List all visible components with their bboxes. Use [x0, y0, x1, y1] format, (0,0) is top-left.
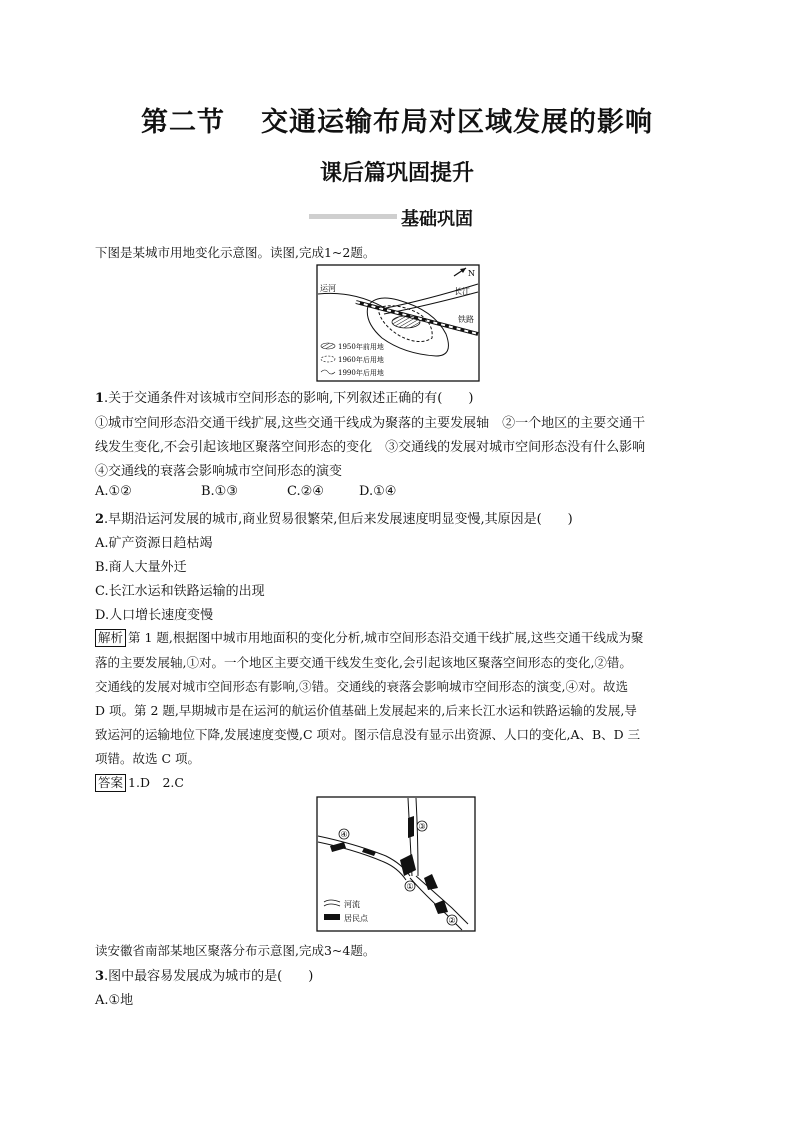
- q1-options: [95, 484, 396, 499]
- section-title: 交通运输布局对区域发展的影响: [261, 107, 653, 138]
- legend-1960: 1960年后用地: [338, 356, 384, 364]
- land-1950: [392, 316, 420, 328]
- q1-statement-line-1: ①城市空间形态沿交通干线扩展,这些交通干线成为聚落的主要发展轴 ②一个地区的主要交通干: [95, 416, 646, 431]
- intro-2: 读安徽省南部某地区聚落分布示意图,完成3~4题。: [95, 943, 376, 958]
- analysis-label: 解析: [95, 629, 126, 647]
- point-4-label: ④: [340, 830, 348, 839]
- q1-option-c[interactable]: C.②④: [287, 484, 324, 499]
- point-3-label: ③: [418, 822, 426, 831]
- canal-label: 运河: [320, 284, 336, 293]
- section-heading: 基础巩固: [401, 209, 473, 230]
- intro-1: 下图是某城市用地变化示意图。读图,完成1~2题。: [95, 245, 376, 260]
- q2-option-c[interactable]: C.长江水运和铁路运输的出现: [95, 584, 265, 599]
- analysis-line-3: 交通线的发展对城市空间形态有影响,③错。交通线的衰落会影响城市空间形态的演变,④对。故选: [95, 679, 628, 694]
- section-number: 第二节: [141, 107, 225, 138]
- question-2: 2.早期沿运河发展的城市,商业贸易很繁荣,但后来发展速度明显变慢,其原因是( ): [95, 512, 573, 527]
- legend-1950: 1950年前用地: [338, 343, 384, 351]
- q3-option-a[interactable]: A.①地: [95, 993, 134, 1008]
- analysis-line-2: 落的主要发展轴,①对。一个地区主要交通干线发生变化,会引起该地区聚落空间形态的变化,②错。: [95, 655, 632, 670]
- section-bar: [309, 214, 397, 219]
- legend-river: 河流: [344, 900, 360, 909]
- page-title: [0, 100, 794, 139]
- q2-option-b[interactable]: B.商人大量外迁: [95, 560, 187, 575]
- settlement-3: [408, 816, 414, 838]
- q1-option-d[interactable]: D.①④: [359, 484, 397, 499]
- q1-option-a[interactable]: A.①②: [95, 484, 132, 499]
- question-3: 3.图中最容易发展成为城市的是( ): [95, 969, 314, 984]
- q2-option-d[interactable]: D.人口增长速度变慢: [95, 608, 214, 623]
- point-1-label: ①: [406, 882, 414, 891]
- q1-option-b[interactable]: B.①③: [201, 484, 238, 499]
- river-label: 长江: [454, 287, 470, 296]
- q2-option-a[interactable]: A.矿产资源日趋枯竭: [95, 536, 213, 551]
- settlement-distribution-map: [316, 796, 476, 932]
- answer-line: [95, 773, 184, 792]
- analysis-line-5: 致运河的运输地位下降,发展速度变慢,C 项对。图示信息没有显示出资源、人口的变化,A、B、D 三: [95, 727, 641, 742]
- analysis-line-6: 项错。故选 C 项。: [95, 751, 201, 766]
- legend-1950-icon: [321, 343, 335, 349]
- legend-settlement: 居民点: [344, 914, 368, 923]
- railway-label: 铁路: [458, 315, 474, 324]
- legend-settlement-icon: [324, 914, 340, 920]
- q1-statement-line-2: 线发生变化,不会引起该地区聚落空间形态的变化 ③交通线的发展对城市空间形态没有什么影响: [95, 440, 646, 455]
- page-subtitle: 课后篇巩固提升: [319, 161, 474, 186]
- analysis-line-1: 解析 第 1 题,根据图中城市用地面积的变化分析,城市空间形态沿交通干线扩展,这些交通干线成为聚: [95, 628, 643, 647]
- answer-text: 1.D 2.C: [128, 775, 184, 790]
- answer-label: 答案: [95, 774, 126, 792]
- city-land-use-map: [316, 264, 480, 382]
- point-2-label: ②: [448, 916, 456, 925]
- analysis-line-4: D 项。第 2 题,早期城市是在运河的航运价值基础上发展起来的,后来长江水运和铁路运输的发展,导: [95, 703, 637, 718]
- north-label: N: [468, 269, 475, 278]
- question-1: 1.关于交通条件对该城市空间形态的影响,下列叙述正确的有( ): [95, 391, 474, 406]
- q1-statement-line-3: ④交通线的衰落会影响城市空间形态的演变: [95, 464, 343, 479]
- legend-1990: 1990年后用地: [338, 369, 384, 377]
